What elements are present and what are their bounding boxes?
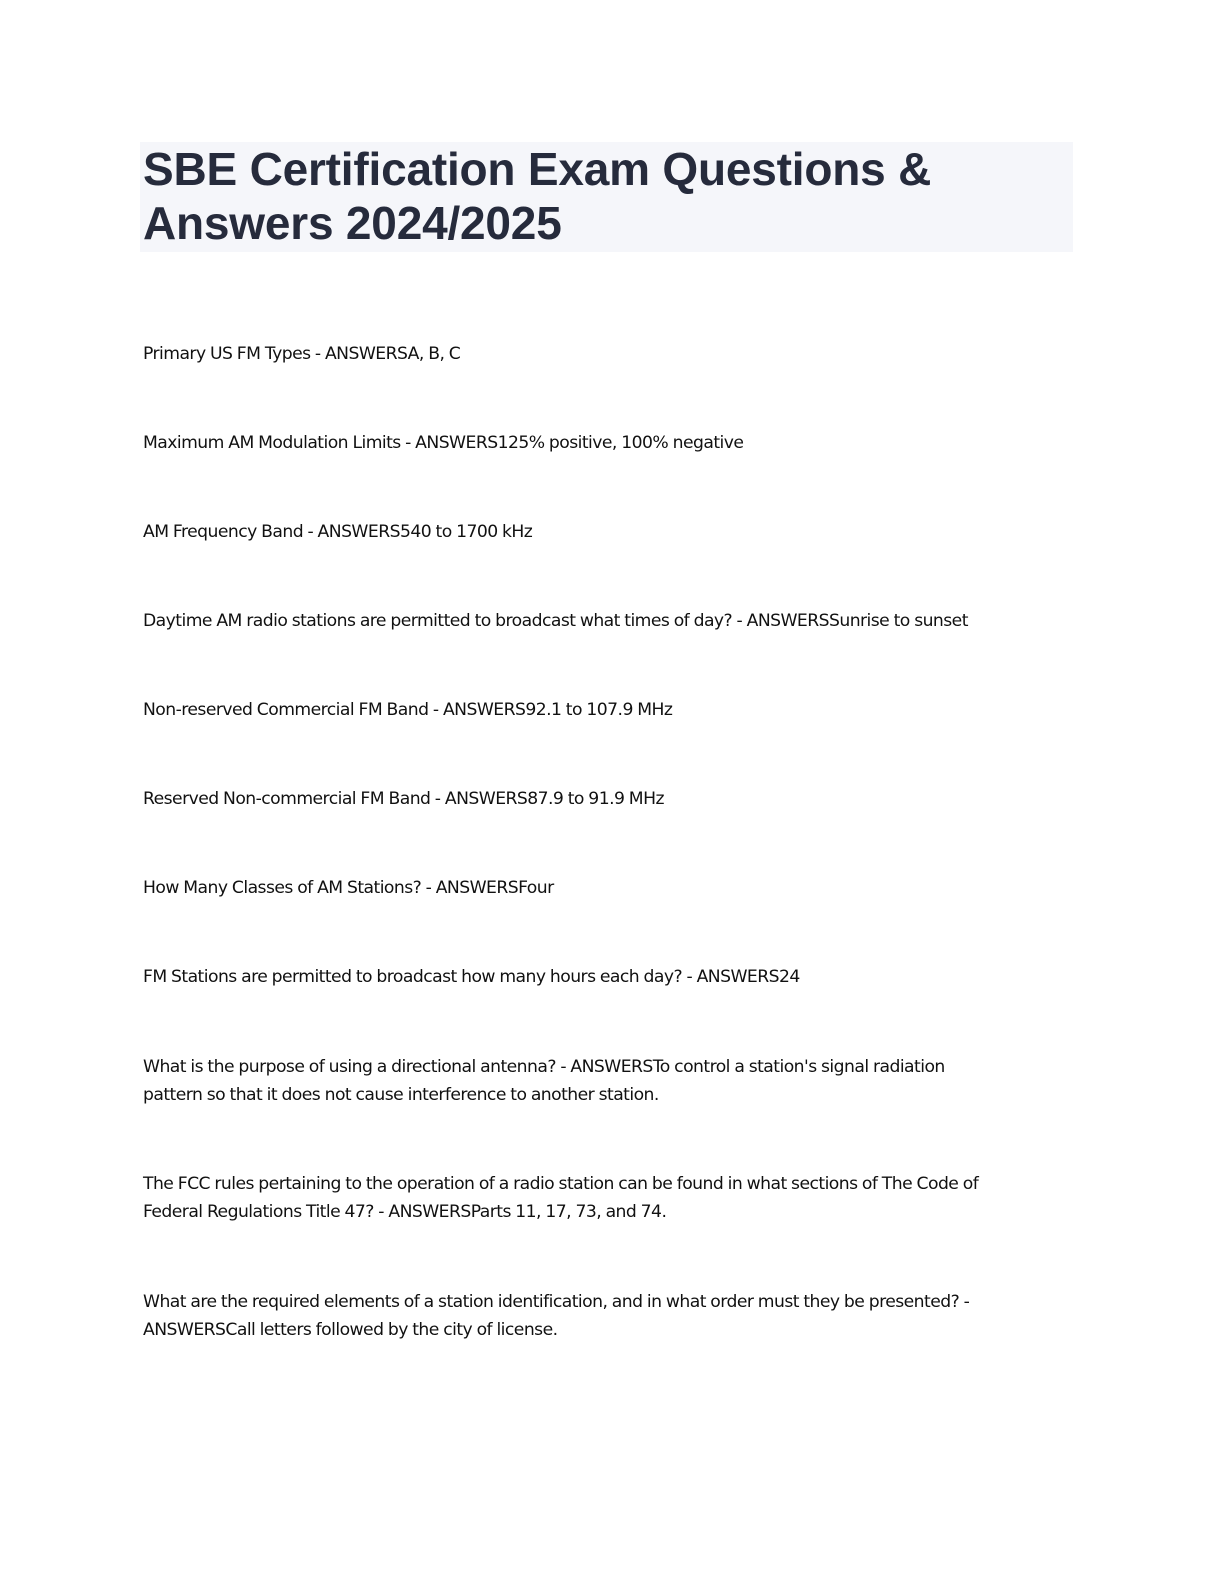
page-title bbox=[140, 142, 1073, 250]
title-line-2: Answers 2024/2025 bbox=[143, 197, 562, 249]
qa-item-line-1: What are the required elements of a station identification, and in what order must they be presented? - bbox=[143, 1292, 970, 1312]
qa-item: How Many Classes of AM Stations? - ANSWERSFour bbox=[143, 878, 554, 898]
qa-item: Daytime AM radio stations are permitted to broadcast what times of day? - ANSWERSSunrise to sunset bbox=[143, 611, 968, 631]
qa-item: Non-reserved Commercial FM Band - ANSWERS92.1 to 107.9 MHz bbox=[143, 700, 673, 720]
qa-item: AM Frequency Band - ANSWERS540 to 1700 kHz bbox=[143, 522, 533, 542]
qa-item-line-2: pattern so that it does not cause interference to another station. bbox=[143, 1085, 659, 1105]
qa-item bbox=[143, 1170, 1073, 1226]
title-line-1: SBE Certification Exam Questions & bbox=[143, 143, 932, 195]
qa-item: Reserved Non-commercial FM Band - ANSWERS87.9 to 91.9 MHz bbox=[143, 789, 664, 809]
title-block bbox=[140, 142, 1073, 252]
qa-item-line-1: The FCC rules pertaining to the operation of a radio station can be found in what sections of The Code of bbox=[143, 1174, 979, 1194]
qa-item-line-2: Federal Regulations Title 47? - ANSWERSParts 11, 17, 73, and 74. bbox=[143, 1202, 667, 1222]
qa-item: FM Stations are permitted to broadcast how many hours each day? - ANSWERS24 bbox=[143, 967, 800, 987]
qa-item: Primary US FM Types - ANSWERSA, B, C bbox=[143, 344, 461, 364]
qa-item: Maximum AM Modulation Limits - ANSWERS125% positive, 100% negative bbox=[143, 433, 744, 453]
qa-item bbox=[143, 1053, 1073, 1109]
qa-item-line-1: What is the purpose of using a directional antenna? - ANSWERSTo control a station's signal radiation bbox=[143, 1057, 945, 1077]
qa-item bbox=[143, 1288, 1073, 1344]
qa-item-line-2: ANSWERSCall letters followed by the city of license. bbox=[143, 1320, 558, 1340]
